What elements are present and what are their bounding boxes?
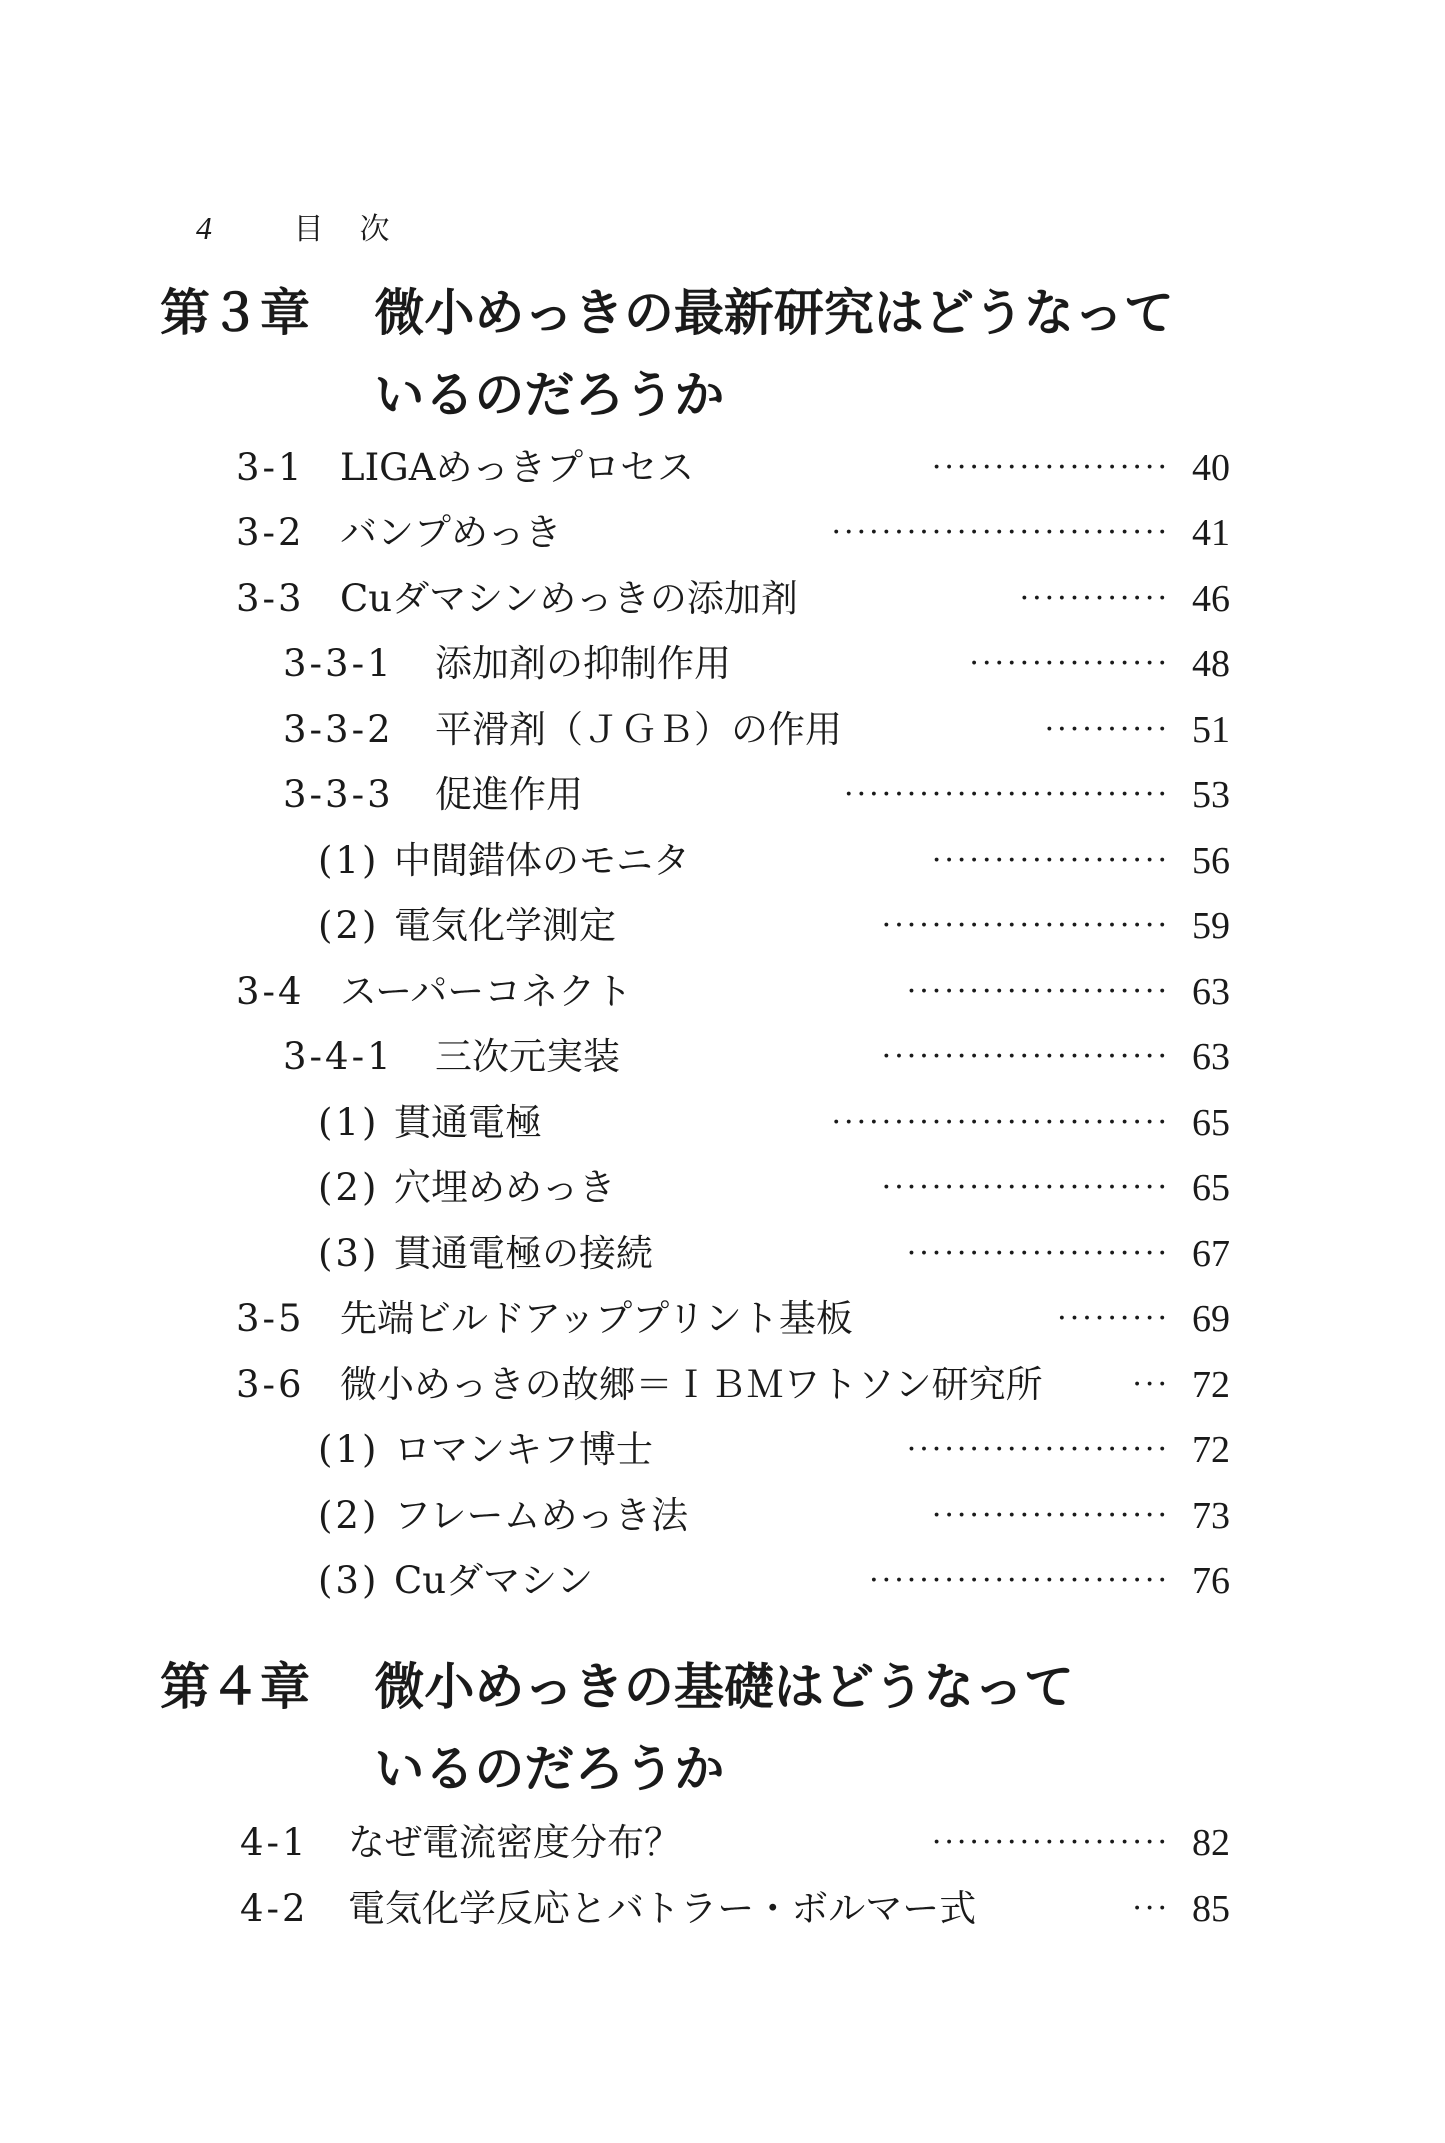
leader-dots: ····················· xyxy=(906,1432,1170,1467)
entry-title: 促進作用 xyxy=(435,773,583,816)
toc-entry[interactable] xyxy=(318,1483,1230,1549)
section-number: (2) xyxy=(318,904,380,947)
toc-entry[interactable] xyxy=(240,1876,1230,1942)
leader-dots: ··················· xyxy=(931,1498,1170,1533)
leader-dots: ··················· xyxy=(931,843,1170,878)
section-number: 3-6 xyxy=(236,1363,305,1406)
entry-title: 微小めっきの故郷＝ＩＢＭワトソン研究所 xyxy=(340,1363,1043,1406)
leader-dots: ··························· xyxy=(831,1105,1170,1140)
leader-dots: ········· xyxy=(1057,1301,1170,1336)
toc-entry[interactable] xyxy=(236,435,1230,501)
toc-entry[interactable] xyxy=(318,893,1230,959)
toc-entry[interactable] xyxy=(283,1024,1230,1090)
entry-title: 電気化学測定 xyxy=(394,904,616,947)
toc-entry[interactable] xyxy=(236,566,1230,632)
leader-dots: ··················· xyxy=(931,1825,1170,1860)
page-ref: 73 xyxy=(1192,1495,1230,1537)
chapter-heading-4 xyxy=(160,1646,1074,1810)
section-number: (1) xyxy=(318,1428,380,1471)
leader-dots: ······················· xyxy=(881,1170,1170,1205)
toc-entry[interactable] xyxy=(318,1155,1230,1221)
entry-title: 貫通電極の接続 xyxy=(394,1232,653,1275)
page-ref: 48 xyxy=(1192,643,1230,685)
toc-entry[interactable] xyxy=(318,828,1230,894)
entry-title: 平滑剤（ＪＧＢ）の作用 xyxy=(435,708,842,751)
chapter-title xyxy=(374,1646,1074,1810)
section-number: 3-3 xyxy=(236,577,305,620)
toc-entry[interactable] xyxy=(318,1548,1230,1614)
chapter-title xyxy=(374,272,1174,436)
toc-entry[interactable] xyxy=(236,1352,1230,1418)
leader-dots: ················ xyxy=(969,646,1170,681)
entry-title: Cuダマシン xyxy=(394,1559,594,1602)
page-ref: 63 xyxy=(1192,1036,1230,1078)
toc-entry[interactable] xyxy=(283,762,1230,828)
section-number: (1) xyxy=(318,839,380,882)
toc-entry[interactable] xyxy=(283,631,1230,697)
entry-title: スーパーコネクト xyxy=(340,970,633,1013)
chapter-label: 第３章 xyxy=(160,284,310,342)
section-number: 3-4-1 xyxy=(283,1035,394,1078)
leader-dots: ·························· xyxy=(844,777,1170,812)
entry-title: 中間錯体のモニタ xyxy=(394,839,690,882)
leader-dots: ············ xyxy=(1019,581,1170,616)
page-ref: 63 xyxy=(1192,971,1230,1013)
page-ref: 41 xyxy=(1192,512,1230,554)
section-number: 3-3-2 xyxy=(283,708,394,751)
toc-entry[interactable] xyxy=(236,959,1230,1025)
entry-title: 穴埋めめっき xyxy=(394,1166,616,1209)
leader-dots: ························ xyxy=(869,1563,1170,1598)
section-number: 3-2 xyxy=(236,511,305,554)
toc-entry[interactable] xyxy=(236,500,1230,566)
leader-dots: ··················· xyxy=(931,450,1170,485)
page-ref: 69 xyxy=(1192,1298,1230,1340)
page-ref: 40 xyxy=(1192,447,1230,489)
leader-dots: ····················· xyxy=(906,1236,1170,1271)
section-number: (2) xyxy=(318,1166,380,1209)
entry-title: ロマンキフ博士 xyxy=(394,1428,653,1471)
section-number: 3-3-3 xyxy=(283,773,394,816)
toc-entry[interactable] xyxy=(318,1221,1230,1287)
page-ref: 46 xyxy=(1192,578,1230,620)
entry-title: LIGAめっきプロセス xyxy=(340,446,695,489)
section-number: (2) xyxy=(318,1494,380,1537)
section-number: 4-2 xyxy=(240,1887,309,1930)
section-number: 3-3-1 xyxy=(283,642,394,685)
entry-title: 添加剤の抑制作用 xyxy=(435,642,731,685)
page-ref: 56 xyxy=(1192,840,1230,882)
running-header xyxy=(196,204,426,248)
page-ref: 53 xyxy=(1192,774,1230,816)
toc-entry[interactable] xyxy=(236,1286,1230,1352)
leader-dots: ··· xyxy=(1132,1891,1170,1926)
page-ref: 85 xyxy=(1192,1888,1230,1930)
entry-title: バンプめっき xyxy=(340,511,562,554)
entry-title: Cuダマシンめっきの添加剤 xyxy=(340,577,798,620)
chapter-label: 第４章 xyxy=(160,1658,310,1716)
page-ref: 72 xyxy=(1192,1364,1230,1406)
toc-entry[interactable] xyxy=(283,697,1230,763)
chapter-title-line: いるのだろうか xyxy=(374,366,725,424)
chapter-title-line: 微小めっきの基礎はどうなって xyxy=(374,1658,1074,1716)
section-number: 3-1 xyxy=(236,446,305,489)
entry-title: 先端ビルドアッププリント基板 xyxy=(340,1297,853,1340)
entry-title: フレームめっき法 xyxy=(394,1494,689,1537)
leader-dots: ······················· xyxy=(881,1039,1170,1074)
entry-title: なぜ電流密度分布？ xyxy=(348,1821,681,1864)
page-ref: 51 xyxy=(1192,709,1230,751)
leader-dots: ··· xyxy=(1132,1367,1170,1402)
header-title: 目 次 xyxy=(293,212,392,247)
page-number: 4 xyxy=(196,210,214,246)
chapter-title-line: 微小めっきの最新研究はどうなって xyxy=(374,284,1174,342)
section-number: 4-1 xyxy=(240,1821,309,1864)
section-number: 3-5 xyxy=(236,1297,305,1340)
page-ref: 72 xyxy=(1192,1429,1230,1471)
section-number: (1) xyxy=(318,1101,380,1144)
leader-dots: ······················· xyxy=(881,908,1170,943)
toc-entry[interactable] xyxy=(318,1417,1230,1483)
toc-entry[interactable] xyxy=(318,1090,1230,1156)
entry-title: 貫通電極 xyxy=(394,1101,542,1144)
page-ref: 67 xyxy=(1192,1233,1230,1275)
page-ref: 76 xyxy=(1192,1560,1230,1602)
section-number: (3) xyxy=(318,1232,380,1275)
toc-entry[interactable] xyxy=(240,1810,1230,1876)
chapter-heading-3 xyxy=(160,272,1174,436)
page-ref: 65 xyxy=(1192,1167,1230,1209)
leader-dots: ··························· xyxy=(831,515,1170,550)
section-number: (3) xyxy=(318,1559,380,1602)
section-number: 3-4 xyxy=(236,970,305,1013)
entry-title: 三次元実装 xyxy=(435,1035,620,1078)
leader-dots: ·········· xyxy=(1044,712,1170,747)
page-ref: 65 xyxy=(1192,1102,1230,1144)
page-ref: 82 xyxy=(1192,1822,1230,1864)
page-ref: 59 xyxy=(1192,905,1230,947)
leader-dots: ····················· xyxy=(906,974,1170,1009)
entry-title: 電気化学反応とバトラー・ボルマー式 xyxy=(348,1887,977,1930)
chapter-title-line: いるのだろうか xyxy=(374,1740,725,1798)
